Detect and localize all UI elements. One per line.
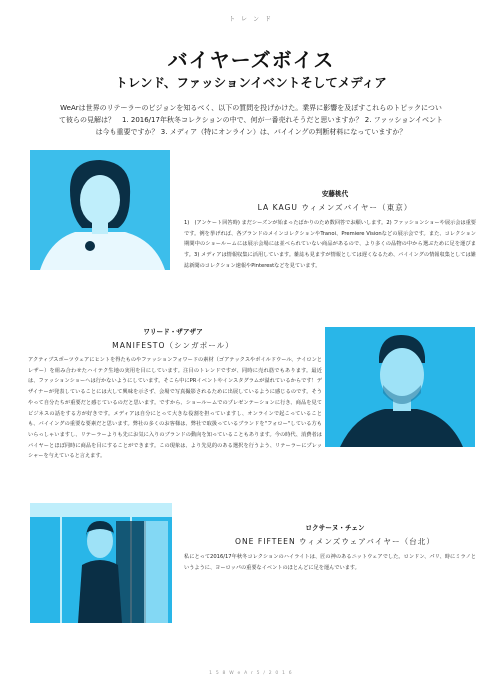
buyer-2-name: ワリード・ザアザア bbox=[143, 328, 203, 336]
buyer-1-name-block bbox=[190, 188, 480, 213]
buyer-1-name: 安藤桃代 bbox=[321, 190, 349, 198]
page-footer: 1 5 8 W e A r 5 / 2 0 1 6 bbox=[209, 671, 293, 676]
buyer-2-answer: アクティブスポーツウェアにヒントを得たものやファッションフォワードの素材（ゴアテックスやボイルドウール、ナイロンとレザー）を組み合わせたハイテク生地の実用を目にしています。注目のトレンドですが、同時に売れ筋でもあります。最近は、ファッションショーへは行かないようにしています。そこら中にPRイベントやインスタグラムが溢れているからです！デザイナーが発表していることには大して興味を示さず、会場で写真撮影されるために出展しているように感じるのです。そうやって自分たちが重要だと感じているのだと思います。ですから、ショールームでのプレゼンテーションに行き、商品を見てビジネスの話をする方が好きです。メディアは自分にとって大きな役割を担っていますし、オンラインで起こっていることも、バイイングの重要な要素だと思います。弊社の多くのお客様は、弊社で取扱っているブランドを"フォロー"している方もいらっしゃいますし、リテーラーよりも先にお気に入りのブランドの動向を知っていることもあります。今の時代、消費者はバイヤーとほぼ同時に商品を目にすることができます。この現象は、より先見的のある選択を行うよう、リテーラーにプレッシャーを与えていると言えます。 bbox=[28, 357, 322, 460]
buyer-1-photo bbox=[30, 150, 170, 270]
buyer-3-role: ONE FIFTEEN ウィメンズウェアバイヤー（台北） bbox=[235, 537, 435, 546]
buyer-2-photo bbox=[325, 327, 475, 447]
page-title: バイヤーズボイス bbox=[167, 48, 335, 72]
buyer-3-name: ロクサーヌ・チェン bbox=[305, 524, 365, 532]
page-subtitle: トレンド、ファッションイベントそしてメディア bbox=[115, 75, 387, 90]
buyer-1-answer: 1) (アンケート回答時) まだシーズンが始まったばかりのため数回答でお願いします。2) ファッションショーや展示会は重要です。例を挙げれば、各ブランドのメインコレクションやTranoi、Premiere Visionなどの展示会です。また、コレクション期間中のショールームには展示会場には並べられていない商品があるので、より多くの品物の中から選ぶために足を運びます。3) メディアは情報収集に活用しています。雑誌も見ますが情報としては遅くなるため、バイイングの情報収集としては雑誌新聞のコレクション速報やPinterestなどを見ています。 bbox=[184, 220, 476, 269]
buyer-2-role: MANIFESTO（シンガポール） bbox=[112, 341, 234, 350]
buyer-3-name-block bbox=[190, 522, 480, 547]
lead-paragraph: WeArは世界のリテーラーのビジョンを知るべく、以下の質問を投げかけた。業界に影響を及ぼすこれらのトピックについて彼らの見解は？ 1. 2016/17年秋冬コレクションの中で、何が一番売れそうだと思いますか？ 2. ファッションイベントは今も重要ですか？ 3. メディア（特にオンライン）は、バイイングの判断材料になっていますか？ bbox=[58, 104, 444, 136]
buyer-3-answer: 私にとって2016/17年秋冬コレクションのハイライトは、匠の神のあるニットウェアでした。ロンドン、パリ、時にミラノというように、ヨーロッパの重要なイベントのほとんどに足を運んでいます。 bbox=[184, 554, 476, 571]
section-tag: ト レ ン ド bbox=[229, 16, 273, 23]
buyer-3-photo bbox=[30, 503, 172, 623]
buyer-1-role: LA KAGU ウィメンズバイヤー（東京） bbox=[257, 203, 413, 212]
buyer-2-name-block bbox=[28, 326, 318, 351]
